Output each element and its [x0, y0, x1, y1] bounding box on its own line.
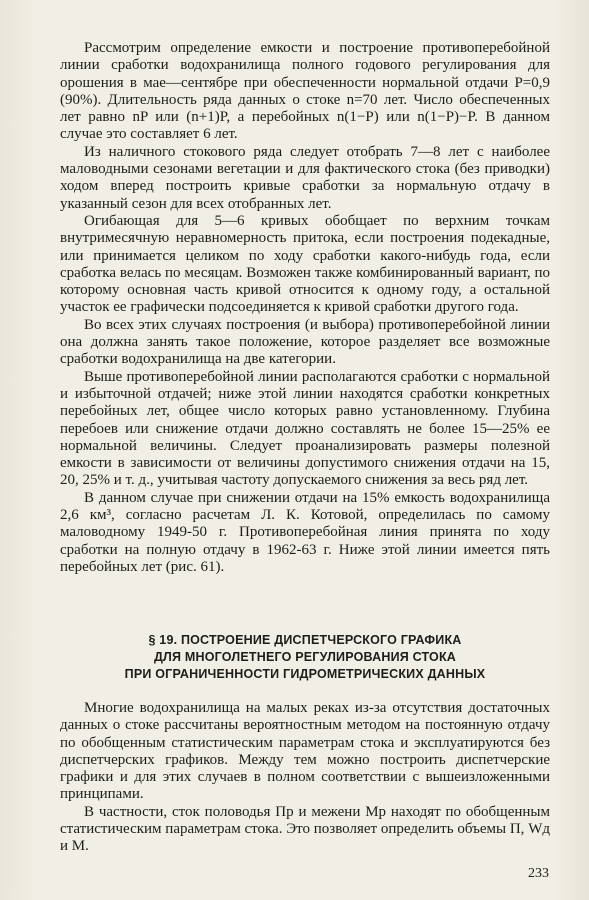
section-text	[60, 40, 550, 576]
heading-line: § 19. ПОСТРОЕНИЕ ДИСПЕТЧЕРСКОГО ГРАФИКА	[148, 633, 462, 647]
page-number: 233	[528, 866, 549, 881]
paragraph: В данном случае при снижении отдачи на 15% емкость водохранилища 2,6 км³, согласно расчетам Л. К. Котовой, определилась по самому маловодному 1949-50 г. Противоперебойная линия принята по ходу сработки на полную отдачу в 1962-63 г. Ниже этой линии имеется пять перебойных лет (рис. 61).	[60, 489, 550, 575]
paragraph: Выше противоперебойной линии располагаются сработки с нормальной и избыточной отдачей; ниже этой линии находятся сработки конкретных перебойных лет, общее число которых равно установленному. Глубина перебоев или снижение отдачи должно составлять не более 15—25% ее нормальной величины. Следует проанализировать размеры полезной емкости в зависимости от величины допустимого снижения отдачи на 15, 20, 25% и т. д., учитывая частоту допускаемого снижения за весь ряд лет.	[60, 368, 550, 489]
section-heading	[60, 632, 550, 683]
paragraph: Многие водохранилища на малых реках из-за отсутствия достаточных данных о стоке рассчитаны вероятностным методом на постоянную отдачу по обобщенным статистическим параметрам стока и эксплуатируются без диспетчерских графиков. Между тем можно построить диспетчерские графики и для этих случаев в полном соответствии с вышеизложенными принципами.	[60, 700, 550, 803]
paragraph: Огибающая для 5—6 кривых обобщает по верхним точкам внутримесячную неравномерность притока, если построения подекадные, или принимается целиком по ходу сработки какого-нибудь года, если сработка велась по месяцам. Возможен также комбинированный вариант, по которому основная часть кривой относится к одному году, а остальной участок ее графически подсоединяется к кривой сработки другого года.	[60, 212, 550, 316]
heading-line: ПРИ ОГРАНИЧЕННОСТИ ГИДРОМЕТРИЧЕСКИХ ДАННЫХ	[124, 667, 486, 681]
paragraph: Во всех этих случаях построения (и выбора) противоперебойной линии она должна занять такое положение, которое разделяет все возможные сработки водохранилища на две категории.	[60, 316, 550, 368]
paragraph: Рассмотрим определение емкости и построение противоперебойной линии сработки водохранилища полного годового регулирования для орошения в мае—сентябре при обеспеченности нормальной отдачи P=0,9 (90%). Длительность ряда данных о стоке n=70 лет. Число обеспеченных лет равно nP или (n+1)P, а перебойных n(1−P) или n(1−P)−P. В данном случае это составляет 6 лет.	[60, 40, 550, 143]
paragraph: В частности, сток половодья Пр и межени Мр находят по обобщенным статистическим параметрам стока. Это позволяет определить объемы П, Wд и М.	[60, 803, 550, 855]
paragraph: Из наличного стокового ряда следует отобрать 7—8 лет с наиболее маловодными сезонами вегетации и для фактического стока (без приводки) ходом вперед построить кривые сработки за нормальную отдачу в указанный сезон для всех отобранных лет.	[60, 143, 550, 212]
heading-line: ДЛЯ МНОГОЛЕТНЕГО РЕГУЛИРОВАНИЯ СТОКА	[153, 650, 457, 664]
section-19-text	[60, 700, 550, 856]
